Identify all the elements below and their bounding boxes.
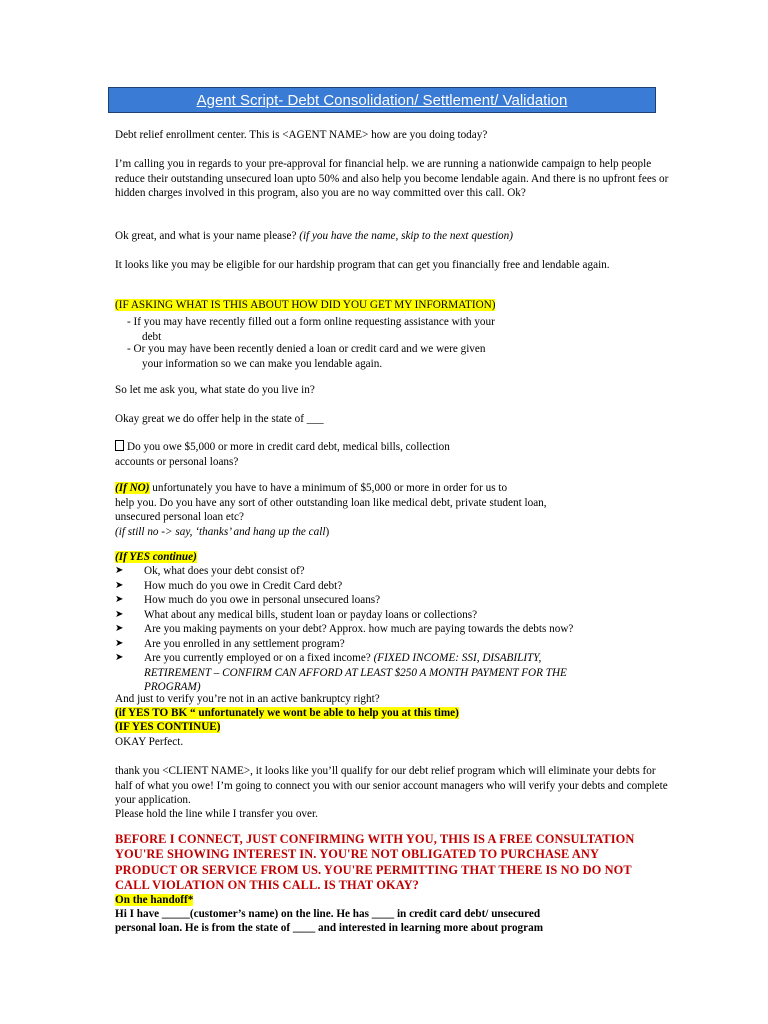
reason-item-2-line2: your information so we can make you lendable again. [142,357,383,370]
consent-notice: BEFORE I CONNECT, JUST CONFIRMING WITH YOU, THIS IS A FREE CONSULTATION YOU'RE SHOWING INTEREST IN. YOU'RE NOT OBLIGATED TO PURCHASE ANY PRODUCT OR SERVICE FROM US. YOU'RE PERMITTING THAT THERE IS NO DO NOT CALL VIOLATION ON THIS CALL. IS THAT OKAY? [115,832,635,893]
list-item-text: Are you currently employed or on a fixed income? [144,652,371,664]
name-question-text: Ok great, and what is your name please? [115,230,297,242]
list-item [115,622,675,637]
still-no-note-end: ) [325,525,330,538]
list-item-text: What about any medical bills, student loan or payday loans or collections? [144,608,478,621]
list-item-text: How much do you owe in personal unsecured loans? [144,594,381,606]
arrow-bullet-icon: ➤ [115,623,124,634]
owe-question [115,440,675,469]
arrow-bullet-icon: ➤ [115,608,124,620]
bankruptcy-continue-text: (IF YES CONTINUE) [115,721,221,733]
state-question: So let me ask you, what state do you live in? [115,384,315,396]
arrow-bullet-icon: ➤ [115,652,124,663]
asking-header-text: (IF ASKING WHAT IS THIS ABOUT HOW DID YOU GET MY INFORMATION) [115,299,496,311]
okay-line: OKAY Perfect. [115,736,184,748]
list-item [115,593,675,608]
bankruptcy-question: And just to verify you’re not in an active bankruptcy right? [115,693,380,705]
reason-item-2-line1: - Or you may have been recently denied a loan or credit card and we were given [127,343,486,355]
asking-header [115,298,675,313]
if-yes-label: (If YES continue) [115,551,197,563]
list-item [115,608,675,623]
owe-question-line1: Do you owe $5,000 or more in credit card debt, medical bills, collection [127,441,450,453]
handoff-label: On the handoff* [115,894,194,906]
list-item [115,564,675,579]
reason-item-1-line1: - If you may have recently filled out a form online requesting assistance with your [127,316,495,328]
name-question [115,229,675,244]
list-item [115,651,675,695]
list-item-text: Are you making payments on your debt? Approx. how much are paying towards the debts now? [144,623,574,635]
arrow-bullet-icon: ➤ [115,637,124,649]
if-no-line1: unfortunately you have to have a minimum of $5,000 or more in order for us to [149,482,508,494]
reason-item-1-line2: debt [142,330,162,343]
if-no-line2: help you. Do you have any sort of other outstanding loan like medical debt, private student loan, [115,496,547,509]
bankruptcy-yes [115,706,675,721]
list-item [115,579,675,594]
hold-line: Please hold the line while I transfer you over. [115,808,318,820]
qualify-paragraph: thank you <CLIENT NAME>, it looks like you’ll qualify for our debt relief program which will eliminate your debts for half of what you owe! I’m going to connect you with our senior account managers who will verify your debts and complete your application. [115,765,668,806]
fixed-income-note-1: (FIXED INCOME: SSI, DISABILITY, [373,652,542,664]
if-no-line3: unsecured personal loan etc? [115,511,244,523]
eligibility-paragraph: It looks like you may be eligible for our hardship program that can get you financially free and lendable again. [115,259,610,271]
handoff-header [115,893,675,908]
handoff-line-2: personal loan. He is from the state of ____ and interested in learning more about program [115,922,544,934]
document-title: Agent Script- Debt Consolidation/ Settlement/ Validation [196,91,568,109]
bankruptcy-continue [115,720,675,735]
reason-item-1 [115,315,693,344]
list-item-text: Ok, what does your debt consist of? [144,565,305,577]
arrow-bullet-icon: ➤ [115,565,124,576]
fixed-income-note-2: RETIREMENT – CONFIRM CAN AFFORD AT LEAST $250 A MONTH PAYMENT FOR THE [144,666,567,679]
if-no-block [115,481,675,539]
list-item-text: Are you enrolled in any settlement program? [144,637,345,650]
state-answer: Okay great we do offer help in the state of ___ [115,413,324,425]
checkbox-glyph-icon [115,440,124,451]
list-item-text: How much do you owe in Credit Card debt? [144,579,343,592]
fixed-income-note-3: PROGRAM) [144,681,201,693]
reason-item-2 [115,342,693,371]
arrow-bullet-icon: ➤ [115,579,124,591]
document-title-bar [108,87,656,113]
bankruptcy-yes-text: (if YES TO BK “ unfortunately we wont be able to help you at this time) [115,707,459,719]
list-item [115,637,675,652]
if-yes-header [115,550,675,565]
arrow-bullet-icon: ➤ [115,594,124,605]
intro-line: Debt relief enrollment center. This is <AGENT NAME> how are you doing today? [115,129,488,141]
question-list [115,564,675,695]
if-no-label: (If NO) [115,482,150,494]
handoff-line-1: Hi I have _____(customer’s name) on the line. He has ____ in credit card debt/ unsecured [115,908,541,920]
name-question-note: (if you have the name, skip to the next question) [299,230,513,242]
owe-question-line2: accounts or personal loans? [115,455,239,468]
pre-approval-paragraph: I’m calling you in regards to your pre-approval for financial help. we are running a nationwide campaign to help people reduce their outstanding unsecured loan upto 50% and also help you become lendable again. And there is no upfront fees or hidden charges involved in this program, also you are no way committed over this call. Ok? [115,158,669,199]
still-no-note: (if still no -> say, ‘thanks’ and hang up the call [115,525,326,538]
